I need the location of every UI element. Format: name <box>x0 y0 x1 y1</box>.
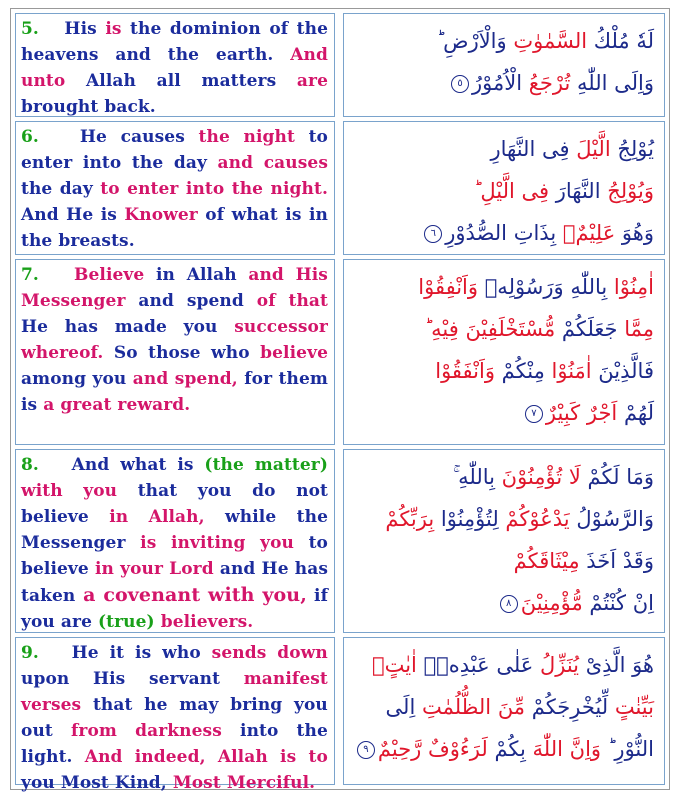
translation-segment: He has made you <box>21 317 235 337</box>
arabic-segment: عَلٰى عَبْدِهٖۤ <box>416 653 540 677</box>
verse-row-7 <box>15 259 665 445</box>
verse-number: 7. <box>21 265 39 285</box>
arabic-segment: وَهُوَ <box>615 221 654 245</box>
arabic-verse <box>343 449 665 633</box>
translation-segment: (true) <box>91 612 155 632</box>
translation-segment: His <box>64 19 97 39</box>
translation-segment: And indeed, Allah is to <box>72 747 328 767</box>
arabic-line <box>354 686 654 728</box>
arabic-segment: فِى النَّهَارِ <box>490 137 577 161</box>
arabic-line <box>354 728 654 770</box>
translation-segment: believe <box>260 343 328 363</box>
arabic-line <box>354 350 654 392</box>
arabic-segment: فَالَّذِيْنَ <box>591 359 654 383</box>
arabic-segment: مُّؤْمِنِيْنَ <box>520 591 583 615</box>
arabic-line <box>354 212 654 254</box>
arabic-segment: لَهُمْ <box>617 401 654 425</box>
verse-row-5 <box>15 13 665 117</box>
translation-segment: in Allah <box>144 265 237 285</box>
translation-segment: and causes <box>206 153 328 173</box>
translation-segment: for them is <box>21 369 328 415</box>
arabic-segment: اَجْرٌ كَبِيْرٌ <box>545 401 618 425</box>
translation-segment: Most Merciful. <box>166 773 316 793</box>
translation-segment: to enter into the night. <box>92 179 328 199</box>
arabic-segment: وَالْاَرْضِ ؕ <box>436 29 514 53</box>
arabic-segment: بِرَبِّكُمْ <box>385 507 435 531</box>
translation-segment: a great reward. <box>43 395 191 415</box>
arabic-line <box>354 128 654 170</box>
translation-segment: you Most Kind, <box>21 773 167 793</box>
translation-segment: manifest verses <box>21 669 328 715</box>
verse-number: 6. <box>21 127 39 147</box>
arabic-line <box>354 20 654 62</box>
arabic-segment: وَاَنْفِقُوْا <box>418 275 485 299</box>
english-translation <box>15 449 335 633</box>
verse-row-9 <box>15 637 665 793</box>
translation-segment: He causes <box>79 127 185 147</box>
arabic-segment: مِنْكُمْ <box>495 359 552 383</box>
arabic-segment: وَاِلَى اللّٰهِ <box>570 71 654 95</box>
translation-segment: and spend <box>125 291 257 311</box>
verse-number: 5. <box>21 19 39 39</box>
translation-segment: with you <box>21 481 118 501</box>
translation-segment: brought back. <box>21 97 156 117</box>
arabic-line <box>354 392 654 434</box>
arabic-segment: لِتُؤْمِنُوْا <box>434 507 506 531</box>
arabic-line <box>354 582 654 624</box>
arabic-segment: تُرْجَعُ <box>528 71 571 95</box>
arabic-segment: وَالرَّسُوْلُ <box>569 507 654 531</box>
translation-segment: and His Messenger <box>21 265 328 311</box>
arabic-line <box>354 62 654 104</box>
translation-segment: to enter into the day <box>21 127 328 173</box>
translation-segment: into the light. <box>21 721 328 767</box>
verse-number: 9. <box>21 643 39 663</box>
translation-segment: that he may bring you out <box>21 695 328 741</box>
translation-segment: (the matter) <box>193 455 329 475</box>
translation-segment: that you do not believe <box>21 481 328 527</box>
translation-segment: successor whereof. <box>21 317 328 363</box>
arabic-segment: السَّمٰوٰتِ <box>513 29 588 53</box>
arabic-segment: اِلَى <box>385 695 422 719</box>
translation-segment: of what is in the breasts. <box>21 205 328 251</box>
translation-segment: among you <box>21 369 133 389</box>
arabic-segment: مِيْثَاقَكُمْ <box>513 549 580 573</box>
arabic-verse <box>343 13 665 117</box>
arabic-segment: النُّوْرِ ؕ <box>601 737 654 761</box>
arabic-segment: لِّيُخْرِجَكُمْ <box>531 695 609 719</box>
arabic-segment: جَعَلَكُمْ <box>561 317 618 341</box>
verse-table <box>10 8 670 793</box>
arabic-verse <box>343 259 665 445</box>
english-translation <box>15 121 335 255</box>
arabic-verse <box>343 121 665 255</box>
translation-segment: in your Lord <box>88 559 214 579</box>
translation-segment: Allah all matters <box>85 71 277 91</box>
translation-segment: is inviting you <box>125 533 294 553</box>
arabic-line <box>354 456 654 498</box>
arabic-segment: اِنْ كُنْتُمْ <box>582 591 654 615</box>
arabic-line <box>354 498 654 540</box>
translation-segment: from darkness <box>52 721 222 741</box>
arabic-segment: بِاللّٰهِ ۚ <box>452 465 502 489</box>
ayah-end-marker-icon: ٧ <box>525 405 543 423</box>
arabic-segment: الْاُمُوْرُ <box>472 71 529 95</box>
translation-segment: the dominion of the heavens and the earth. <box>21 19 328 65</box>
arabic-segment: مِمَّا <box>617 317 654 341</box>
arabic-segment: النَّهَارَ <box>555 179 601 203</box>
verse-row-6 <box>15 121 665 255</box>
arabic-segment: اٰيٰتٍۢ <box>371 653 417 677</box>
arabic-segment: مُّسْتَخْلَفِيْنَ فِيْهِ ؕ <box>424 317 562 341</box>
arabic-segment: اٰمِنُوْا <box>607 275 654 299</box>
translation-segment: And unto <box>21 45 328 91</box>
translation-segment: is <box>96 19 131 39</box>
ayah-end-marker-icon: ٦ <box>424 225 442 243</box>
ayah-end-marker-icon: ٨ <box>500 595 518 613</box>
arabic-segment: يَدْعُوْكُمْ <box>505 507 570 531</box>
arabic-segment: لَا تُؤْمِنُوْنَ <box>501 465 581 489</box>
arabic-segment: لَهٗ مُلْكُ <box>587 29 654 53</box>
translation-segment: He it is who <box>71 643 201 663</box>
arabic-segment: بِكُمْ <box>494 737 526 761</box>
arabic-segment: اٰمَنُوْا <box>551 359 592 383</box>
arabic-segment: وَيُوْلِجُ <box>600 179 654 203</box>
arabic-segment: مِّنَ الظُّلُمٰتِ <box>421 695 532 719</box>
arabic-segment: فِى الَّيْلِ ؕ <box>473 179 556 203</box>
arabic-segment: يُنَزِّلُ <box>540 653 580 677</box>
verse-row-8 <box>15 449 665 633</box>
translation-segment: And He is <box>21 205 125 225</box>
arabic-segment: وَاَنْفَقُوْا <box>435 359 495 383</box>
translation-segment: believers. <box>154 612 254 632</box>
translation-segment: the night <box>184 127 309 147</box>
translation-segment: Knower <box>124 205 198 225</box>
arabic-segment: وَقَدْ اَخَذَ <box>579 549 654 573</box>
translation-segment: are <box>276 71 328 91</box>
arabic-line <box>354 308 654 350</box>
arabic-segment: يُوْلِجُ <box>610 137 654 161</box>
arabic-verse <box>343 637 665 785</box>
verse-number: 8. <box>21 455 39 475</box>
arabic-line <box>354 540 654 582</box>
translation-segment: and spend, <box>132 369 238 389</box>
english-translation <box>15 13 335 117</box>
arabic-segment: بِاللّٰهِ وَرَسُوْلِهٖ <box>484 275 608 299</box>
translation-segment: upon His servant <box>21 669 221 689</box>
translation-segment: if you are <box>21 586 328 632</box>
translation-segment: Believe <box>74 265 145 285</box>
ayah-end-marker-icon: ٩ <box>357 741 375 759</box>
translation-segment: sends down <box>200 643 328 663</box>
translation-segment: and He has taken <box>21 559 328 606</box>
arabic-segment: هُوَ الَّذِىْ <box>579 653 654 677</box>
arabic-segment: عَلِيْمٌۢ <box>562 221 616 245</box>
arabic-line <box>354 170 654 212</box>
ayah-end-marker-icon: ٥ <box>451 75 469 93</box>
arabic-line <box>354 266 654 308</box>
translation-segment: in Allah, <box>88 507 205 527</box>
translation-segment: So those who <box>103 343 261 363</box>
translation-segment: to believe <box>21 533 328 579</box>
arabic-segment: بَيِّنٰتٍ <box>608 695 654 719</box>
english-translation <box>15 637 335 793</box>
translation-segment: the day <box>21 179 93 199</box>
arabic-line <box>354 644 654 686</box>
translation-segment: And what is <box>71 455 194 475</box>
english-translation <box>15 259 335 445</box>
translation-segment: of that <box>256 291 329 311</box>
arabic-segment: وَمَا لَكُمْ <box>580 465 654 489</box>
arabic-segment: بِذَاتِ الصُّدُوْرِ <box>445 221 563 245</box>
arabic-segment: الَّيْلَ <box>576 137 611 161</box>
translation-segment: a covenant with you, <box>75 584 307 606</box>
arabic-segment: لَرَءُوْفٌ رَّحِيْمٌ <box>377 737 495 761</box>
arabic-segment: وَاِنَّ اللّٰهَ <box>525 737 602 761</box>
translation-segment: while the Messenger <box>21 507 328 553</box>
